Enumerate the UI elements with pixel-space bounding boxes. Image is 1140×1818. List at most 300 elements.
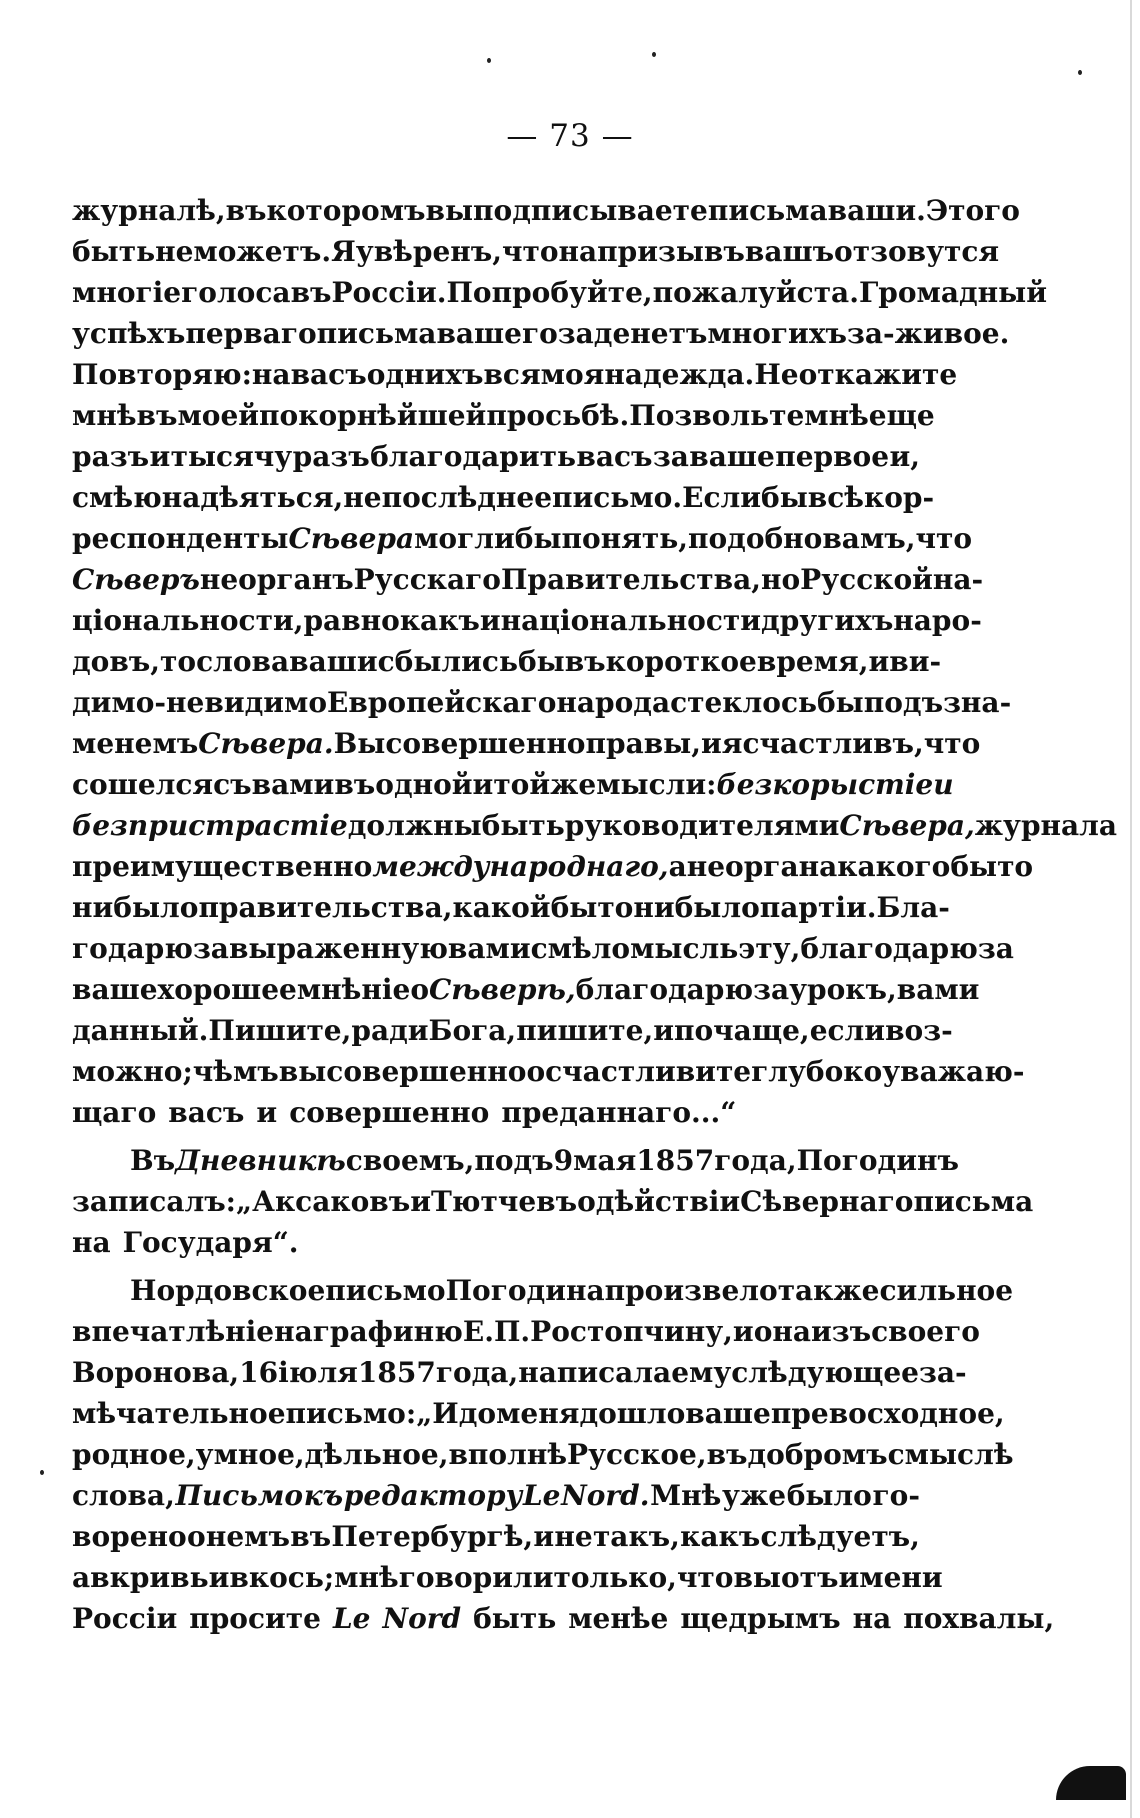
word: чѣмъ <box>192 1055 279 1088</box>
word: а <box>668 850 687 883</box>
word: совершенно <box>385 727 586 760</box>
word: откажите <box>798 358 958 391</box>
word: Попробуйте, <box>446 276 653 309</box>
word: на <box>251 358 291 391</box>
word: тысячу <box>170 440 293 473</box>
word: П. <box>493 1315 531 1348</box>
word: органа <box>725 850 838 883</box>
word: а <box>72 1561 91 1594</box>
word: за-живое. <box>847 317 1010 350</box>
word: слѣдующее <box>731 1356 919 1389</box>
word: дѣльное, <box>304 1438 449 1471</box>
word: на <box>558 235 598 268</box>
word: „Аксаковъ <box>236 1185 411 1218</box>
text-line <box>72 846 1034 887</box>
word: записалъ: <box>72 1185 237 1218</box>
word: то <box>160 645 197 678</box>
word: и, <box>889 440 920 473</box>
word: то <box>597 891 634 924</box>
word: урокъ, <box>789 973 897 1006</box>
word: было <box>113 891 199 924</box>
word: добромъ <box>747 1438 888 1471</box>
word: бы <box>550 891 598 924</box>
word: графиню <box>312 1315 463 1348</box>
word: мнѣніе <box>296 973 411 1006</box>
word: Погодинъ <box>796 1144 959 1177</box>
word: щедрымъ <box>680 1602 841 1635</box>
word: пишите, <box>516 1014 654 1047</box>
text-line <box>72 1051 1025 1092</box>
word: впечатлѣніе <box>72 1315 275 1348</box>
word: что <box>923 727 981 760</box>
word: уважаю- <box>882 1055 1025 1088</box>
word: благодарю <box>800 932 978 965</box>
word: о <box>577 1185 596 1218</box>
word: 1857 <box>357 1356 436 1389</box>
word: слова <box>196 645 290 678</box>
word: изъ <box>811 1315 872 1348</box>
word: Нордовское <box>130 1274 326 1307</box>
word: какъ <box>399 604 480 637</box>
word: Въ <box>130 1144 176 1177</box>
word: іюля <box>278 1356 358 1389</box>
word: отзовутся <box>834 235 1000 268</box>
word: слѣдуетъ, <box>760 1520 920 1553</box>
word: къ <box>303 1479 344 1512</box>
word: ваше <box>689 440 775 473</box>
word: превосходное, <box>770 1397 1005 1430</box>
word: на <box>72 1226 111 1259</box>
word: письма <box>707 194 828 227</box>
word: годарю <box>72 932 193 965</box>
word: быть <box>72 235 156 268</box>
word: преимущественно <box>72 850 373 883</box>
word: безпристрастіе <box>72 809 348 842</box>
word: 9 <box>553 1144 574 1177</box>
word: просите <box>189 1602 321 1635</box>
word: Е. <box>462 1315 494 1348</box>
text-line <box>72 887 950 928</box>
word: о <box>410 973 429 1006</box>
word: правительства, <box>198 891 453 924</box>
word: смѣло <box>530 932 631 965</box>
word: просьбѣ. <box>486 399 630 432</box>
word: въ <box>290 276 332 309</box>
ink-speck <box>652 52 656 57</box>
word: перваго <box>185 317 317 350</box>
word: же <box>550 768 597 801</box>
text-line <box>72 1311 980 1352</box>
word: Мнѣ <box>650 1479 722 1512</box>
word: то <box>997 850 1034 883</box>
word: мысли: <box>596 768 717 801</box>
word: имени <box>838 1561 943 1594</box>
text-line <box>72 969 980 1010</box>
word: Погодина <box>445 1274 605 1307</box>
word: также <box>777 1274 880 1307</box>
word: подписываете <box>473 194 708 227</box>
word: многихъ <box>707 317 847 350</box>
word: эту, <box>738 932 801 965</box>
word: вы <box>278 1055 327 1088</box>
text-line <box>72 928 1014 969</box>
word: глубоко <box>751 1055 883 1088</box>
word: письмо <box>325 1274 446 1307</box>
word: уже <box>722 1479 787 1512</box>
word: вполнѣ <box>448 1438 568 1471</box>
text-line <box>72 1270 1014 1311</box>
word: надежда. <box>604 358 755 391</box>
word: довъ, <box>72 645 161 678</box>
word: моя <box>540 358 605 391</box>
word: совершенно <box>289 1096 490 1129</box>
text-line <box>72 354 958 395</box>
word: письма <box>316 317 437 350</box>
word: такъ, <box>592 1520 680 1553</box>
word: не <box>199 563 239 596</box>
word: ваше <box>72 973 158 1006</box>
word: послѣднее <box>381 481 553 514</box>
word: вы <box>425 194 474 227</box>
ink-speck <box>40 1470 44 1475</box>
word: Бла- <box>876 891 950 924</box>
word: Le <box>522 1479 561 1512</box>
word: журнала <box>974 809 1118 842</box>
word: дѣйствіи <box>595 1185 741 1218</box>
word: ворено <box>72 1520 187 1553</box>
word: отъ <box>781 1561 839 1594</box>
word: время, <box>756 645 869 678</box>
word: и <box>868 645 890 678</box>
word: говорили <box>398 1561 554 1594</box>
text-line <box>72 1181 1034 1222</box>
text-line <box>72 1010 953 1051</box>
word: заденетъ <box>557 317 708 350</box>
word: Сѣвернаго <box>740 1185 914 1218</box>
word: васъ <box>290 358 367 391</box>
word: за <box>977 932 1014 965</box>
word: мѣчательное <box>72 1397 286 1430</box>
word: Если <box>682 481 762 514</box>
text-line <box>72 231 1000 272</box>
word: мнѣ <box>72 399 137 432</box>
word: 16 <box>239 1356 279 1389</box>
word: журналѣ, <box>72 194 226 227</box>
word: димо-невидимо <box>72 686 328 719</box>
text-line <box>72 1092 920 1133</box>
word: Le <box>332 1602 371 1635</box>
word: въ <box>706 1438 748 1471</box>
text-line <box>72 805 1118 846</box>
text-line <box>72 1516 920 1557</box>
word: сбылись <box>377 645 518 678</box>
text-line <box>72 436 920 477</box>
word: ни <box>633 891 675 924</box>
word: я <box>721 727 743 760</box>
word: до <box>458 1397 497 1430</box>
word: за- <box>918 1356 967 1389</box>
word: го- <box>872 1479 920 1512</box>
word: осчастливите <box>526 1055 752 1088</box>
word: Бога, <box>428 1014 517 1047</box>
word: въ <box>334 768 376 801</box>
word: умное, <box>195 1438 305 1471</box>
word: почаще, <box>674 1014 810 1047</box>
page-number: — 73 — <box>506 118 634 154</box>
word: о <box>186 1520 206 1553</box>
word: и <box>208 1561 230 1594</box>
word: 1857 <box>636 1144 715 1177</box>
word: слова, <box>72 1479 175 1512</box>
ink-speck <box>487 58 491 63</box>
word: что <box>501 235 559 268</box>
word: письмо. <box>552 481 683 514</box>
word: подъ <box>863 686 944 719</box>
text-line <box>72 641 942 682</box>
word: органъ <box>238 563 354 596</box>
word: васъ <box>168 1096 245 1129</box>
word: ціональности, <box>72 604 304 637</box>
word: на- <box>932 563 984 596</box>
word: ви- <box>889 645 942 678</box>
word: которомъ <box>266 194 426 227</box>
word: всѣ <box>807 481 864 514</box>
word: совершенно <box>326 1055 527 1088</box>
word: ваши <box>289 645 378 678</box>
word: правы, <box>585 727 701 760</box>
word: меня <box>496 1397 580 1430</box>
text-line <box>72 1434 1014 1475</box>
text-line <box>72 1222 920 1263</box>
word: той <box>493 768 551 801</box>
word: благодарить <box>370 440 576 473</box>
word: своего <box>871 1315 980 1348</box>
text-line <box>72 600 982 641</box>
word: года, <box>435 1356 519 1389</box>
text-line <box>72 723 981 764</box>
word: партіи. <box>759 891 877 924</box>
word: не <box>155 235 194 268</box>
word: Государя“. <box>122 1226 299 1259</box>
word: пожалуйста. <box>652 276 859 309</box>
word: Этого <box>925 194 1020 227</box>
word: Русскаго <box>353 563 501 596</box>
word: голоса <box>181 276 291 309</box>
word: быть <box>481 809 565 842</box>
word: кор- <box>863 481 935 514</box>
text-line <box>72 1557 943 1598</box>
word: написала <box>518 1356 672 1389</box>
page-edge-line <box>1130 0 1132 1818</box>
word: смѣю <box>72 481 162 514</box>
word: какого <box>837 850 951 883</box>
word: и <box>653 1014 675 1047</box>
word: респонденты <box>72 522 289 555</box>
word: мнѣ <box>804 399 869 432</box>
word: вкривь <box>90 1561 209 1594</box>
word: ему <box>671 1356 732 1389</box>
word: съ <box>213 768 252 801</box>
word: Тютчевъ <box>430 1185 578 1218</box>
word: бы <box>950 850 998 883</box>
text-line <box>72 1140 959 1181</box>
word: Ростопчину, <box>530 1315 733 1348</box>
word: вашъ <box>744 235 835 268</box>
word: благодарю <box>575 973 754 1006</box>
word: мая <box>573 1144 637 1177</box>
text-line <box>72 518 973 559</box>
word: можетъ. <box>193 235 332 268</box>
word: Позвольте <box>629 399 805 432</box>
word: Россіи. <box>331 276 447 309</box>
word: и <box>701 727 722 760</box>
word: разъ <box>292 440 370 473</box>
word: вами <box>251 768 335 801</box>
word: и <box>933 768 954 801</box>
word: Nord <box>382 1602 462 1635</box>
word: въ <box>225 194 267 227</box>
word: подъ <box>474 1144 554 1177</box>
word: Воронова, <box>72 1356 240 1389</box>
word: за <box>753 973 790 1006</box>
word: было <box>674 891 760 924</box>
word: въ <box>290 1520 332 1553</box>
word: но <box>761 563 801 596</box>
text-line <box>72 764 954 805</box>
word: вы <box>733 1561 781 1594</box>
word: и <box>533 1520 555 1553</box>
word: за <box>192 932 229 965</box>
word: Сѣвера <box>288 522 415 555</box>
word: руководителями <box>564 809 840 842</box>
word: подобно <box>687 522 823 555</box>
word: и <box>410 1185 431 1218</box>
word: должны <box>347 809 482 842</box>
word: народа <box>556 686 671 719</box>
word: призывъ <box>597 235 745 268</box>
word: Сѣверъ <box>72 563 200 596</box>
word: Я <box>331 235 356 268</box>
text-line <box>72 559 984 600</box>
word: сильное <box>879 1274 1014 1307</box>
word: и <box>149 440 171 473</box>
word: и <box>472 768 494 801</box>
word: наро- <box>893 604 982 637</box>
word: Не <box>754 358 799 391</box>
word: если <box>809 1014 886 1047</box>
word: въ <box>564 645 606 678</box>
word: Россіи <box>72 1602 178 1635</box>
word: успѣхъ <box>72 317 186 350</box>
word: Повторяю: <box>72 358 252 391</box>
word: быть <box>473 1602 557 1635</box>
word: своемъ, <box>345 1144 475 1177</box>
word: выраженную <box>228 932 448 965</box>
word: ради <box>351 1014 429 1047</box>
word: національности <box>500 604 762 637</box>
word: редактору <box>343 1479 523 1512</box>
word: „И <box>416 1397 459 1430</box>
text-line <box>72 1475 920 1516</box>
word: хорошее <box>157 973 297 1006</box>
word: что <box>915 522 973 555</box>
word: только, <box>553 1561 677 1594</box>
word: Вы <box>333 727 386 760</box>
word: не <box>554 1520 593 1553</box>
word: воз- <box>885 1014 953 1047</box>
word: однихъ <box>366 358 484 391</box>
word: похвалы, <box>903 1602 1055 1635</box>
word: вашего <box>436 317 558 350</box>
word: преданнаго...“ <box>501 1096 737 1129</box>
word: стеклось <box>670 686 817 719</box>
word: счастливъ, <box>742 727 924 760</box>
word: немъ <box>205 1520 290 1553</box>
word: на <box>274 1315 313 1348</box>
ink-speck <box>1078 70 1082 75</box>
text-line <box>72 1598 1055 1639</box>
word: въ <box>136 399 178 432</box>
word: на <box>852 1602 892 1635</box>
word: и <box>479 604 501 637</box>
word: мысль <box>630 932 739 965</box>
text-line <box>72 395 935 436</box>
word: покорнѣйшей <box>259 399 487 432</box>
word: надѣяться, <box>161 481 344 514</box>
word: бы <box>517 645 565 678</box>
word: бы <box>761 481 808 514</box>
word: равно <box>303 604 400 637</box>
word: она <box>753 1315 811 1348</box>
word: бы <box>817 686 864 719</box>
word: за <box>652 440 689 473</box>
word: ваши. <box>827 194 926 227</box>
corner-ink-mark <box>1056 1766 1126 1800</box>
word: моей <box>177 399 260 432</box>
text-line <box>72 477 935 518</box>
word: менемъ <box>72 727 199 760</box>
word: какой <box>452 891 551 924</box>
word: международнаго, <box>372 850 669 883</box>
word: можно; <box>72 1055 193 1088</box>
word: было <box>786 1479 872 1512</box>
word: Сѣвера. <box>198 727 334 760</box>
word: первое <box>775 440 890 473</box>
word: многіе <box>72 276 182 309</box>
word: вкось; <box>229 1561 335 1594</box>
word: письма <box>913 1185 1034 1218</box>
word: Сѣвера, <box>839 809 975 842</box>
word: сошелся <box>72 768 214 801</box>
word: васъ <box>576 440 653 473</box>
word: короткое <box>605 645 757 678</box>
text-line <box>72 272 1047 313</box>
text-line <box>72 1352 967 1393</box>
word: Громадный <box>858 276 1047 309</box>
word: смыслѣ <box>887 1438 1014 1471</box>
body-text <box>72 190 1118 1639</box>
word: Петербургѣ, <box>331 1520 534 1553</box>
word: могли <box>414 522 515 555</box>
word: данный. <box>72 1014 209 1047</box>
word: вамъ, <box>822 522 916 555</box>
word: дошло <box>579 1397 686 1430</box>
word: Дневникѣ <box>175 1144 346 1177</box>
word: Письмо <box>175 1479 304 1512</box>
word: одной <box>375 768 473 801</box>
word: Русской <box>800 563 933 596</box>
word: Правительства, <box>500 563 761 596</box>
